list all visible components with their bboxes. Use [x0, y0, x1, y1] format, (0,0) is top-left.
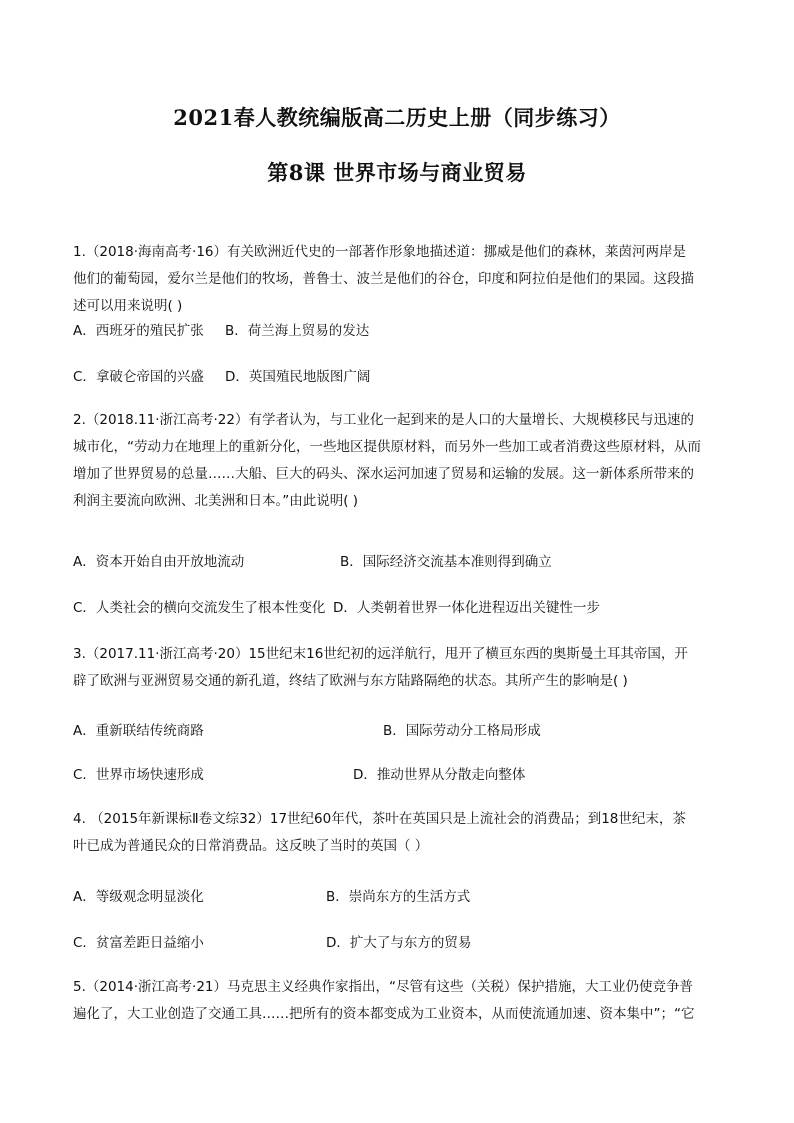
question-text-line: 增加了世界贸易的总量……大船、巨大的码头、深水运河加速了贸易和运输的发展。这一新体系所带来的: [73, 466, 694, 482]
question-text-line: 4. （2015年新课标Ⅱ卷文综32）17世纪60年代，茶叶在英国只是上流社会的消费品；到18世纪末，茶: [73, 811, 686, 827]
answer-option-a[interactable]: A．资本开始自由开放地流动: [73, 554, 245, 570]
answer-option-a[interactable]: A．等级观念明显淡化: [73, 889, 204, 905]
question-text-line: 辟了欧洲与亚洲贸易交通的新孔道，终结了欧洲与东方陆路隔绝的状态。其所产生的影响是( ): [73, 673, 628, 689]
answer-option-d[interactable]: D．推动世界从分散走向整体: [353, 767, 526, 783]
answer-option-b[interactable]: B．国际经济交流基本准则得到确立: [340, 554, 552, 570]
question-text-line: 1.（2018·海南高考·16）有关欧洲近代史的一部著作形象地描述道：挪威是他们的森林，莱茵河两岸是: [73, 244, 686, 260]
answer-option-b[interactable]: B．荷兰海上贸易的发达: [225, 323, 370, 339]
lesson-title: 第8课 世界市场与商业贸易: [267, 160, 527, 185]
question-text-line: 利润主要流向欧洲、北美洲和日本。”由此说明( ): [73, 493, 359, 509]
question-text-line: 叶已成为普通民众的日常消费品。这反映了当时的英国（ ）: [73, 838, 429, 854]
question-text-line: 5.（2014·浙江高考·21）马克思主义经典作家指出，“尽管有这些（关税）保护措施，大工业仍使竞争普: [73, 979, 693, 995]
answer-option-b[interactable]: B．崇尚东方的生活方式: [326, 889, 471, 905]
answer-option-d[interactable]: D．英国殖民地版图广阔: [225, 369, 371, 385]
document-title: 2021春人教统编版高二历史上册（同步练习）: [173, 105, 621, 130]
question-text-line: 2.（2018.11·浙江高考·22）有学者认为，与工业化一起到来的是人口的大量增长、大规模移民与迅速的: [73, 412, 694, 428]
answer-option-d[interactable]: D．扩大了与东方的贸易: [326, 935, 472, 951]
answer-option-c[interactable]: C．贫富差距日益缩小: [73, 935, 204, 951]
answer-option-a[interactable]: A．西班牙的殖民扩张: [73, 323, 204, 339]
answer-option-a[interactable]: A．重新联结传统商路: [73, 723, 204, 739]
question-text-line: 他们的葡萄园，爱尔兰是他们的牧场，普鲁士、波兰是他们的谷仓，印度和阿拉伯是他们的果园。这段描: [73, 271, 694, 287]
question-text-line: 述可以用来说明( ): [73, 298, 183, 314]
question-text-line: 3.（2017.11·浙江高考·20）15世纪末16世纪初的远洋航行，甩开了横亘东西的奥斯曼土耳其帝国，开: [73, 646, 688, 662]
answer-option-d[interactable]: D．人类朝着世界一体化进程迈出关键性一步: [333, 600, 600, 616]
answer-option-c[interactable]: C．世界市场快速形成: [73, 767, 204, 783]
answer-option-c[interactable]: C．拿破仑帝国的兴盛: [73, 369, 204, 385]
question-text-line: 遍化了，大工业创造了交通工具……把所有的资本都变成为工业资本，从而使流通加速、资本集中”；“它: [73, 1006, 695, 1022]
answer-option-c[interactable]: C．人类社会的横向交流发生了根本性变化: [73, 600, 326, 616]
answer-option-b[interactable]: B．国际劳动分工格局形成: [383, 723, 541, 739]
question-text-line: 城市化，“劳动力在地理上的重新分化，一些地区提供原材料，而另外一些加工或者消费这些原材料，从而: [73, 439, 701, 455]
